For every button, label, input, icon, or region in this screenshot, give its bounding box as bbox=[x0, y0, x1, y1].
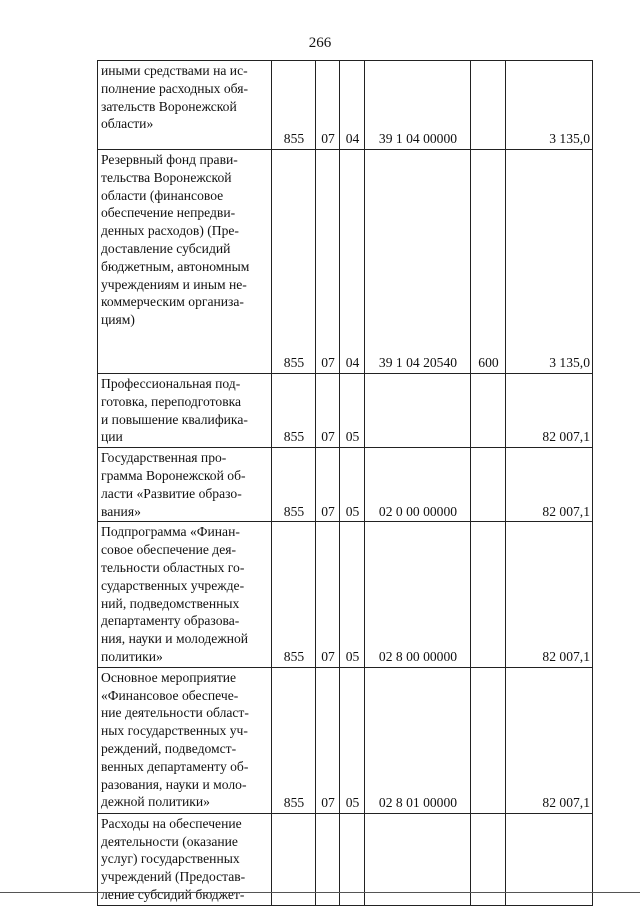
cell-amount: 3 135,0 bbox=[506, 150, 593, 374]
cell-amount: 82 007,1 bbox=[506, 374, 593, 448]
cell-grbs: 855 bbox=[272, 522, 316, 667]
cell-amount: 82 007,1 bbox=[506, 667, 593, 813]
cell-target-article: 39 1 04 20540 bbox=[365, 150, 471, 374]
cell-section: 07 bbox=[316, 667, 340, 813]
cell-name-line: Профессиональная под- bbox=[101, 376, 241, 391]
cell-expense-type bbox=[471, 374, 506, 448]
cell-name bbox=[98, 448, 272, 522]
cell-target-article: 02 8 00 00000 bbox=[365, 522, 471, 667]
cell-section: 07 bbox=[316, 150, 340, 374]
cell-name-line: венных департаменту об- bbox=[101, 758, 249, 774]
cell-name-line: ции bbox=[101, 429, 123, 445]
cell-subsection: 05 bbox=[340, 374, 365, 448]
cell-name-line: области» bbox=[101, 116, 154, 132]
cell-name-line: денных расходов) (Пре- bbox=[101, 223, 239, 239]
cell-name-line: доставление субсидий bbox=[101, 240, 231, 256]
cell-target-article: 39 1 04 00000 bbox=[365, 61, 471, 150]
cell-name-line: ния, науки и молодежной bbox=[101, 631, 249, 647]
cell-name-line: департаменту образова- bbox=[101, 613, 240, 629]
cell-name-line: тельности областных го- bbox=[101, 559, 245, 575]
cell-name-line: ление субсидий бюджет- bbox=[101, 886, 245, 902]
cell-expense-type bbox=[471, 522, 506, 667]
cell-name-line: готовка, переподготовка bbox=[101, 393, 242, 409]
cell-grbs: 855 bbox=[272, 61, 316, 150]
cell-name-line: грамма Воронежской об- bbox=[101, 467, 246, 483]
cell-expense-type bbox=[471, 448, 506, 522]
table-body bbox=[98, 61, 593, 906]
cell-subsection: 04 bbox=[340, 61, 365, 150]
cell-grbs: 855 bbox=[272, 374, 316, 448]
cell-name-line: бюджетным, автономным bbox=[101, 258, 250, 274]
table-row bbox=[98, 522, 593, 667]
cell-amount: 82 007,1 bbox=[506, 522, 593, 667]
cell-name bbox=[98, 61, 272, 150]
cell-section: 07 bbox=[316, 61, 340, 150]
cell-name bbox=[98, 522, 272, 667]
cell-name-line: Резервный фонд прави- bbox=[101, 152, 238, 167]
cell-name-line: сударственных учрежде- bbox=[101, 577, 245, 593]
cell-name-line: Основное мероприятие bbox=[101, 669, 237, 685]
cell-amount: 3 135,0 bbox=[506, 61, 593, 150]
cell-section: 07 bbox=[316, 522, 340, 667]
table-row bbox=[98, 667, 593, 813]
cell-target-article bbox=[365, 374, 471, 448]
table-row bbox=[98, 374, 593, 448]
cell-subsection: 05 bbox=[340, 667, 365, 813]
cell-name-line: реждений, подведомст- bbox=[101, 740, 237, 756]
cell-amount: 82 007,1 bbox=[506, 448, 593, 522]
cell-name-line: ние деятельности област- bbox=[101, 705, 249, 721]
cell-name bbox=[98, 374, 272, 448]
page-number: 266 bbox=[308, 35, 332, 51]
cell-grbs: 855 bbox=[272, 667, 316, 813]
table-row bbox=[98, 150, 593, 374]
cell-name-line: учреждений (Предостав- bbox=[101, 869, 246, 885]
cell-name-line: коммерческим организа- bbox=[101, 294, 244, 310]
cell-name-line: деятельности (оказание bbox=[101, 833, 238, 849]
cell-name-line: «Финансовое обеспече- bbox=[101, 687, 239, 703]
cell-name-line: и повышение квалифика- bbox=[101, 411, 248, 427]
cell-name-line: вания» bbox=[101, 503, 141, 519]
budget-table bbox=[97, 60, 593, 906]
cell-name-line: учреждениям и иным не- bbox=[101, 276, 247, 292]
cell-name bbox=[98, 150, 272, 374]
cell-name-line: области (финансовое bbox=[101, 187, 224, 203]
cell-name-line: циям) bbox=[101, 312, 135, 328]
cell-expense-type bbox=[471, 61, 506, 150]
cell-name-line: Расходы на обеспечение bbox=[101, 815, 242, 831]
cell-target-article: 02 8 01 00000 bbox=[365, 667, 471, 813]
cell-expense-type: 600 bbox=[471, 150, 506, 374]
table-row bbox=[98, 448, 593, 522]
cell-name-line: полнение расходных обя- bbox=[101, 80, 249, 96]
cell-subsection: 05 bbox=[340, 448, 365, 522]
cell-name-line: тельства Воронежской bbox=[101, 169, 232, 185]
cell-name-line: ных государственных уч- bbox=[101, 723, 248, 739]
cell-name-line: ласти «Развитие образо- bbox=[101, 485, 242, 501]
cell-expense-type bbox=[471, 667, 506, 813]
cell-name-line: Государственная про- bbox=[101, 450, 227, 466]
cell-target-article: 02 0 00 00000 bbox=[365, 448, 471, 522]
cell-grbs: 855 bbox=[272, 448, 316, 522]
cell-name-line: ний, подведомственных bbox=[101, 595, 240, 611]
cell-name-line: услуг) государственных bbox=[101, 851, 240, 867]
cell-section: 07 bbox=[316, 448, 340, 522]
cell-name-line: совое обеспечение дея- bbox=[101, 542, 237, 558]
cell-name-line: дежной политики» bbox=[101, 794, 210, 810]
cell-section: 07 bbox=[316, 374, 340, 448]
cell-name bbox=[98, 667, 272, 813]
table-row bbox=[98, 61, 593, 150]
cell-name-line: Подпрограмма «Финан- bbox=[101, 524, 240, 540]
cell-name-line: обеспечение непредви- bbox=[101, 205, 236, 221]
cell-name-line: зательств Воронежской bbox=[101, 98, 237, 114]
bottom-rule bbox=[0, 892, 640, 893]
cell-name-line: иными средствами на ис- bbox=[101, 63, 248, 78]
cell-subsection: 04 bbox=[340, 150, 365, 374]
cell-name-line: политики» bbox=[101, 648, 163, 664]
cell-grbs: 855 bbox=[272, 150, 316, 374]
cell-name-line: разования, науки и моло- bbox=[101, 776, 247, 792]
cell-subsection: 05 bbox=[340, 522, 365, 667]
